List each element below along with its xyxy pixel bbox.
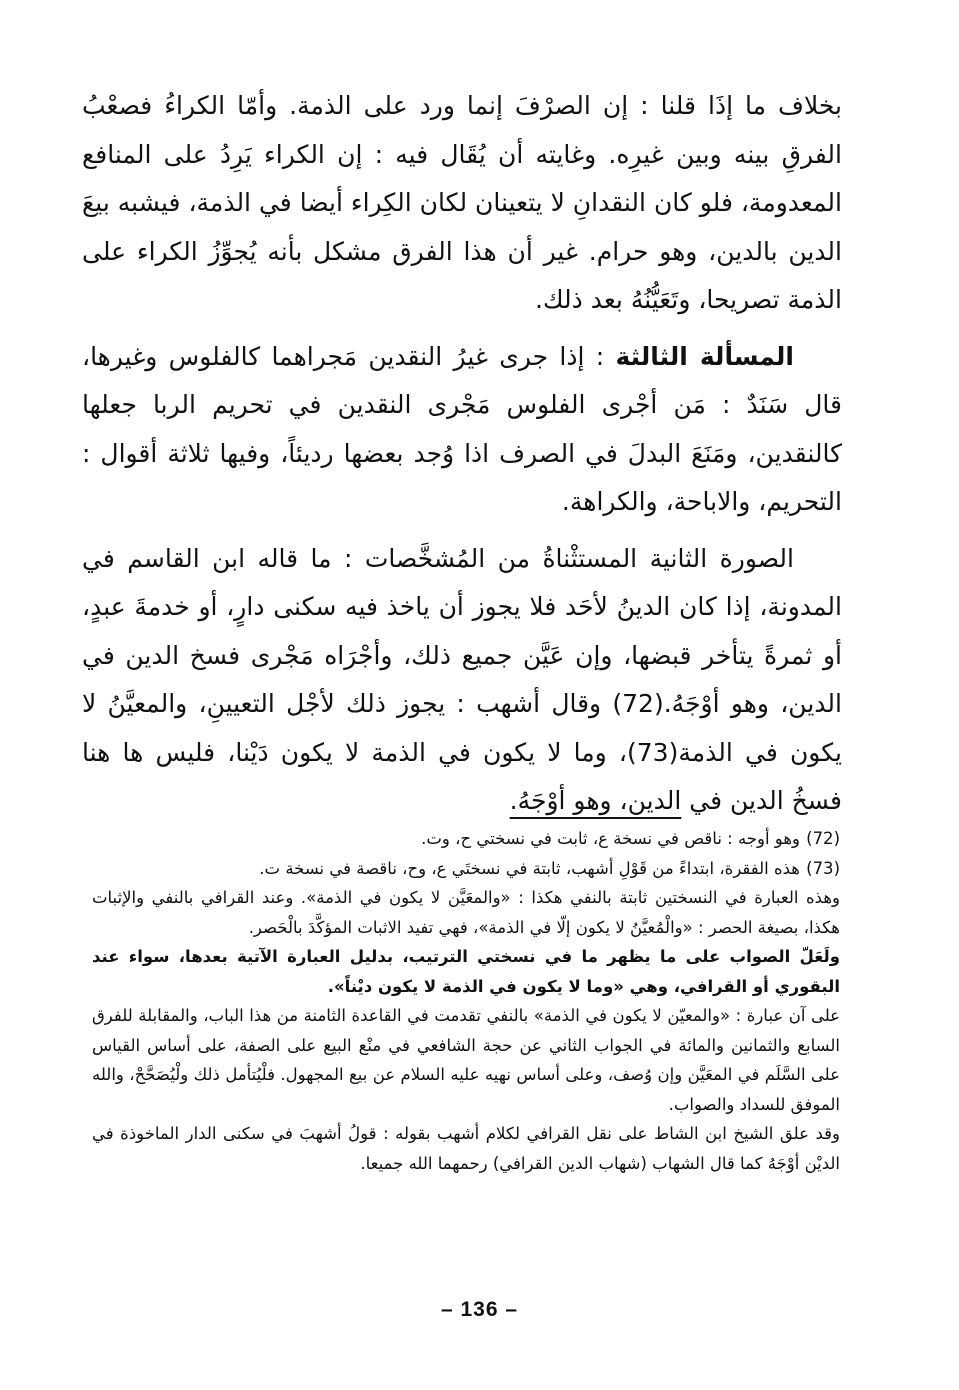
footnote-73-paragraph-2: وهذه العبارة في النسختين ثابتة بالنفي هكذا : «والمعَيَّن لا يكون في الذمة». وعند القرافي بالنفي والإثبات هكذا، بصيغة الحصر : «والْمُعيَّنُ لا يكون إلّا في الذمة»، فهي تفيد الاثبات المؤكَّدَ بالْحَصر.	[92, 888, 840, 937]
paragraph-1	[82, 82, 842, 325]
paragraph-3-text-a: الصورة الثانية المستثْناةُ من المُشخَّصات : ما قاله ابن القاسم في المدونة، إذا كان الدينُ لأحَد فلا يجوز أن ياخذ فيه سكنى دارٍ، أو خدمةَ عبدٍ، أو ثمرةً يتأخر قبضها، وإن عَيَّن جميع ذلك، وأجْرَاه مَجْرى فسخ الدين في الدين، وهو أوْجَهُ.	[82, 543, 842, 718]
paragraph-2	[82, 333, 842, 527]
footnote-72-number: (72)	[806, 829, 840, 848]
footnotes	[92, 824, 840, 1178]
footnote-73-text: هذه الفقرة، ابتداءً من قَوْلِ أشهب، ثابتة في نسختَي ع، وح، ناقصة في نسخة ت.	[259, 858, 800, 878]
paragraph-3-text-b: وقال أشهب : يجوز ذلك لأجْل التعيينِ، والمعيَّنُ لا يكون في الذمة	[82, 689, 842, 767]
paragraph-3	[82, 535, 842, 826]
paragraph-1-text: بخلاف ما إذَا قلنا : إن الصرْفَ إنما ورد على الذمة. وأمّا الكراءُ فصعْبُ الفرقِ بينه وبين غيرِه. وغايته أن يُقَال فيه : إن الكراء يَرِدُ على المنافع المعدومة، فلو كان النقدانِ لا يتعينان لكان الكِراء أيضا في الذمة، فيشبه بيعَ الدين بالدين، وهو حرام. غير أن هذا الفرق مشكل بأنه يُجوِّزُ الكراء على الذمة تصريحا، وتَعَيُّنُهُ بعد ذلك.	[82, 91, 842, 314]
footnote-ref-72[interactable]: (72)	[612, 689, 664, 718]
paragraph-3-text-c: ، وما لا يكون في الذمة لا يكون دَيْنا، فليس ها هنا فسخُ الدين في	[82, 737, 842, 815]
footnote-ref-73[interactable]: (73)	[627, 737, 679, 767]
footnote-73-paragraph-4: على آن عبارة : «والمعيّن لا يكون في الذمة» بالنفي تقدمت في القاعدة الثامنة من هذا الباب، والمقابلة للفرق السابع والثمانين والمائة في الجواب الثاني عن حجة الشافعي في منْع البيع على الصفة، على أساس القياس على السَّلَم في المعَيَّن وإن وُصف، وعلى أساس نهيه عليه السلام عن بيع المجهول. فلْيُتأمل ذلك ولْيُصَحَّحْ، والله الموفق للسداد والصواب.	[92, 1006, 840, 1114]
footnote-73-paragraph-5: وقد علق الشيخ ابن الشاط على نقل القرافي لكلام أشهب بقوله : قولُ أشهبَ في سكنى الدار الماخوذة في الديْن أوْجَهُ كما قال الشهاب (شهاب الدين القرافي) رحمهما الله جميعا.	[92, 1124, 840, 1173]
footnote-73	[92, 854, 840, 884]
footnote-72-text: وهو أوجه : ناقص في نسخة ع، ثابت في نسختي ح، وت.	[421, 829, 800, 848]
section-heading: المسألة الثالثة	[615, 341, 794, 371]
footnote-72	[92, 824, 840, 854]
footnote-73-paragraph-3: ولَعَلّ الصواب على ما يظهر ما في نسختي الترتيب، بدليل العبارة الآتية بعدها، سواء عند البقوري أو القرافي، وهي «وما لا يكون في الذمة لا يكون ديْناً».	[92, 947, 840, 996]
footnote-73-number: (73)	[806, 858, 840, 878]
paragraph-3-last-line: الدين، وهو أوْجَهُ.	[509, 786, 682, 815]
page-number: – 136 –	[440, 1298, 519, 1321]
paragraph-2-text: : إذا جرى غيرُ النقدين مَجراهما كالفلوس وغيرها، قال سَنَدٌ : مَن أجْرى الفلوس مَجْرى النقدين في تحريم الربا جعلها كالنقدين، ومَنَعَ البدلَ في الصرف اذا وُجد بعضها رديئاً، وفيها ثلاثة أقوال : التحريم، والاباحة، والكراهة.	[82, 341, 842, 516]
main-text	[82, 82, 842, 826]
